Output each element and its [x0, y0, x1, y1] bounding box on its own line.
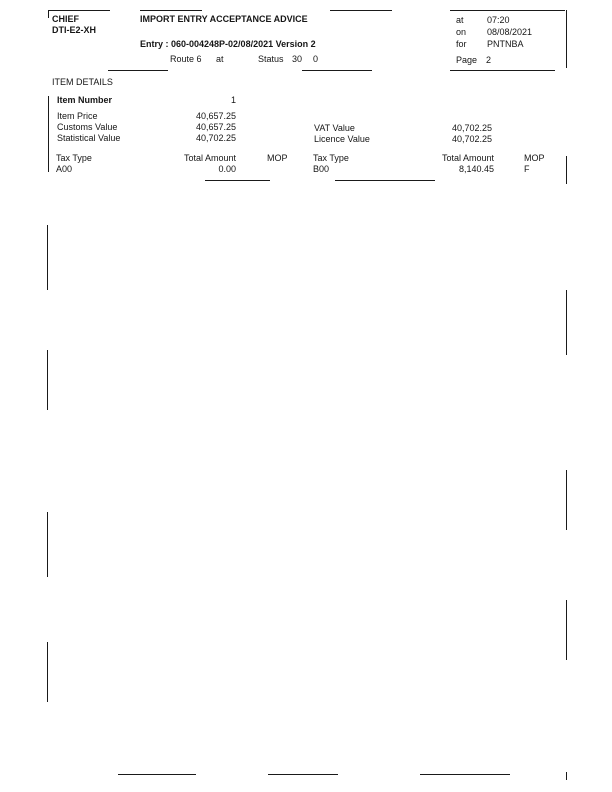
item-price-value: 40,657.25: [195, 111, 236, 121]
tax-cell-type-1: A00: [56, 164, 73, 174]
system-name: CHIEF: [52, 14, 79, 24]
tax-cell-amount-2: 8,140.45: [458, 164, 494, 174]
top-rule-right: [450, 10, 565, 11]
scan-mark-right-1: [566, 290, 567, 355]
item-bottom-rule-1: [205, 180, 270, 181]
item-right-border: [566, 156, 567, 184]
header-bottom-rule-right: [450, 70, 555, 71]
vat-value-label: VAT Value: [314, 123, 355, 133]
page-number: 2: [486, 55, 492, 65]
top-rule-mid-2: [330, 10, 392, 11]
scan-mark-left-3: [47, 512, 48, 577]
bottom-rule-2: [268, 774, 338, 775]
header-bottom-rule-mid: [302, 70, 372, 71]
licence-value-value: 40,702.25: [451, 134, 492, 144]
bottom-right-mark: [566, 772, 567, 780]
tax-header-mop-1: MOP: [267, 153, 288, 163]
customs-value-value: 40,657.25: [195, 122, 236, 132]
bottom-rule-3: [420, 774, 510, 775]
item-left-border: [48, 96, 49, 172]
tax-header-mop-2: MOP: [524, 153, 545, 163]
status-extra: 0: [313, 54, 319, 64]
tax-header-tax-type-1: Tax Type: [56, 153, 92, 163]
scan-mark-right-3: [566, 600, 567, 660]
tax-header-total-amount-1: Total Amount: [183, 153, 236, 163]
customs-value-label: Customs Value: [57, 122, 118, 132]
header-left-mark: [48, 10, 49, 18]
tax-header-tax-type-2: Tax Type: [313, 153, 349, 163]
meta-on-value: 08/08/2021: [487, 27, 533, 37]
item-price-label: Item Price: [57, 111, 98, 121]
route-label: Route 6: [170, 54, 202, 64]
meta-at-label: at: [456, 15, 464, 25]
status-label: Status: [258, 54, 284, 64]
meta-for-label: for: [456, 39, 467, 49]
terminal-id: DTI-E2-XH: [52, 25, 97, 35]
vat-value-value: 40,702.25: [451, 123, 492, 133]
scan-mark-left-2: [47, 350, 48, 410]
header-bottom-rule-left: [108, 70, 168, 71]
tax-cell-type-2: B00: [313, 164, 330, 174]
item-number-label: Item Number: [57, 95, 113, 105]
section-title-item-details: ITEM DETAILS: [52, 77, 113, 87]
statistical-value-value: 40,702.25: [195, 133, 236, 143]
meta-for-value: PNTNBA: [487, 39, 524, 49]
entry-line: Entry : 060-004248P-02/08/2021 Version 2: [140, 39, 316, 49]
item-number-value: 1: [230, 95, 236, 105]
top-rule-left: [48, 10, 110, 11]
statistical-value-label: Statistical Value: [57, 133, 121, 143]
scan-mark-right-2: [566, 470, 567, 530]
meta-on-label: on: [456, 27, 467, 37]
status-value: 30: [292, 54, 303, 64]
tax-cell-amount-1: 0.00: [218, 164, 236, 174]
tax-header-total-amount-2: Total Amount: [441, 153, 494, 163]
page-label: Page: [456, 55, 478, 65]
top-rule-mid: [140, 10, 202, 11]
route-suffix: at: [216, 54, 224, 64]
item-bottom-rule-2: [335, 180, 435, 181]
scan-mark-left-1: [47, 225, 48, 290]
header-right-border: [566, 10, 567, 68]
licence-value-label: Licence Value: [314, 134, 370, 144]
meta-at-value: 07:20: [487, 15, 510, 25]
bottom-rule-1: [118, 774, 196, 775]
tax-cell-mop-2: F: [524, 164, 530, 174]
document-title: IMPORT ENTRY ACCEPTANCE ADVICE: [140, 14, 308, 24]
scan-mark-left-4: [47, 642, 48, 702]
